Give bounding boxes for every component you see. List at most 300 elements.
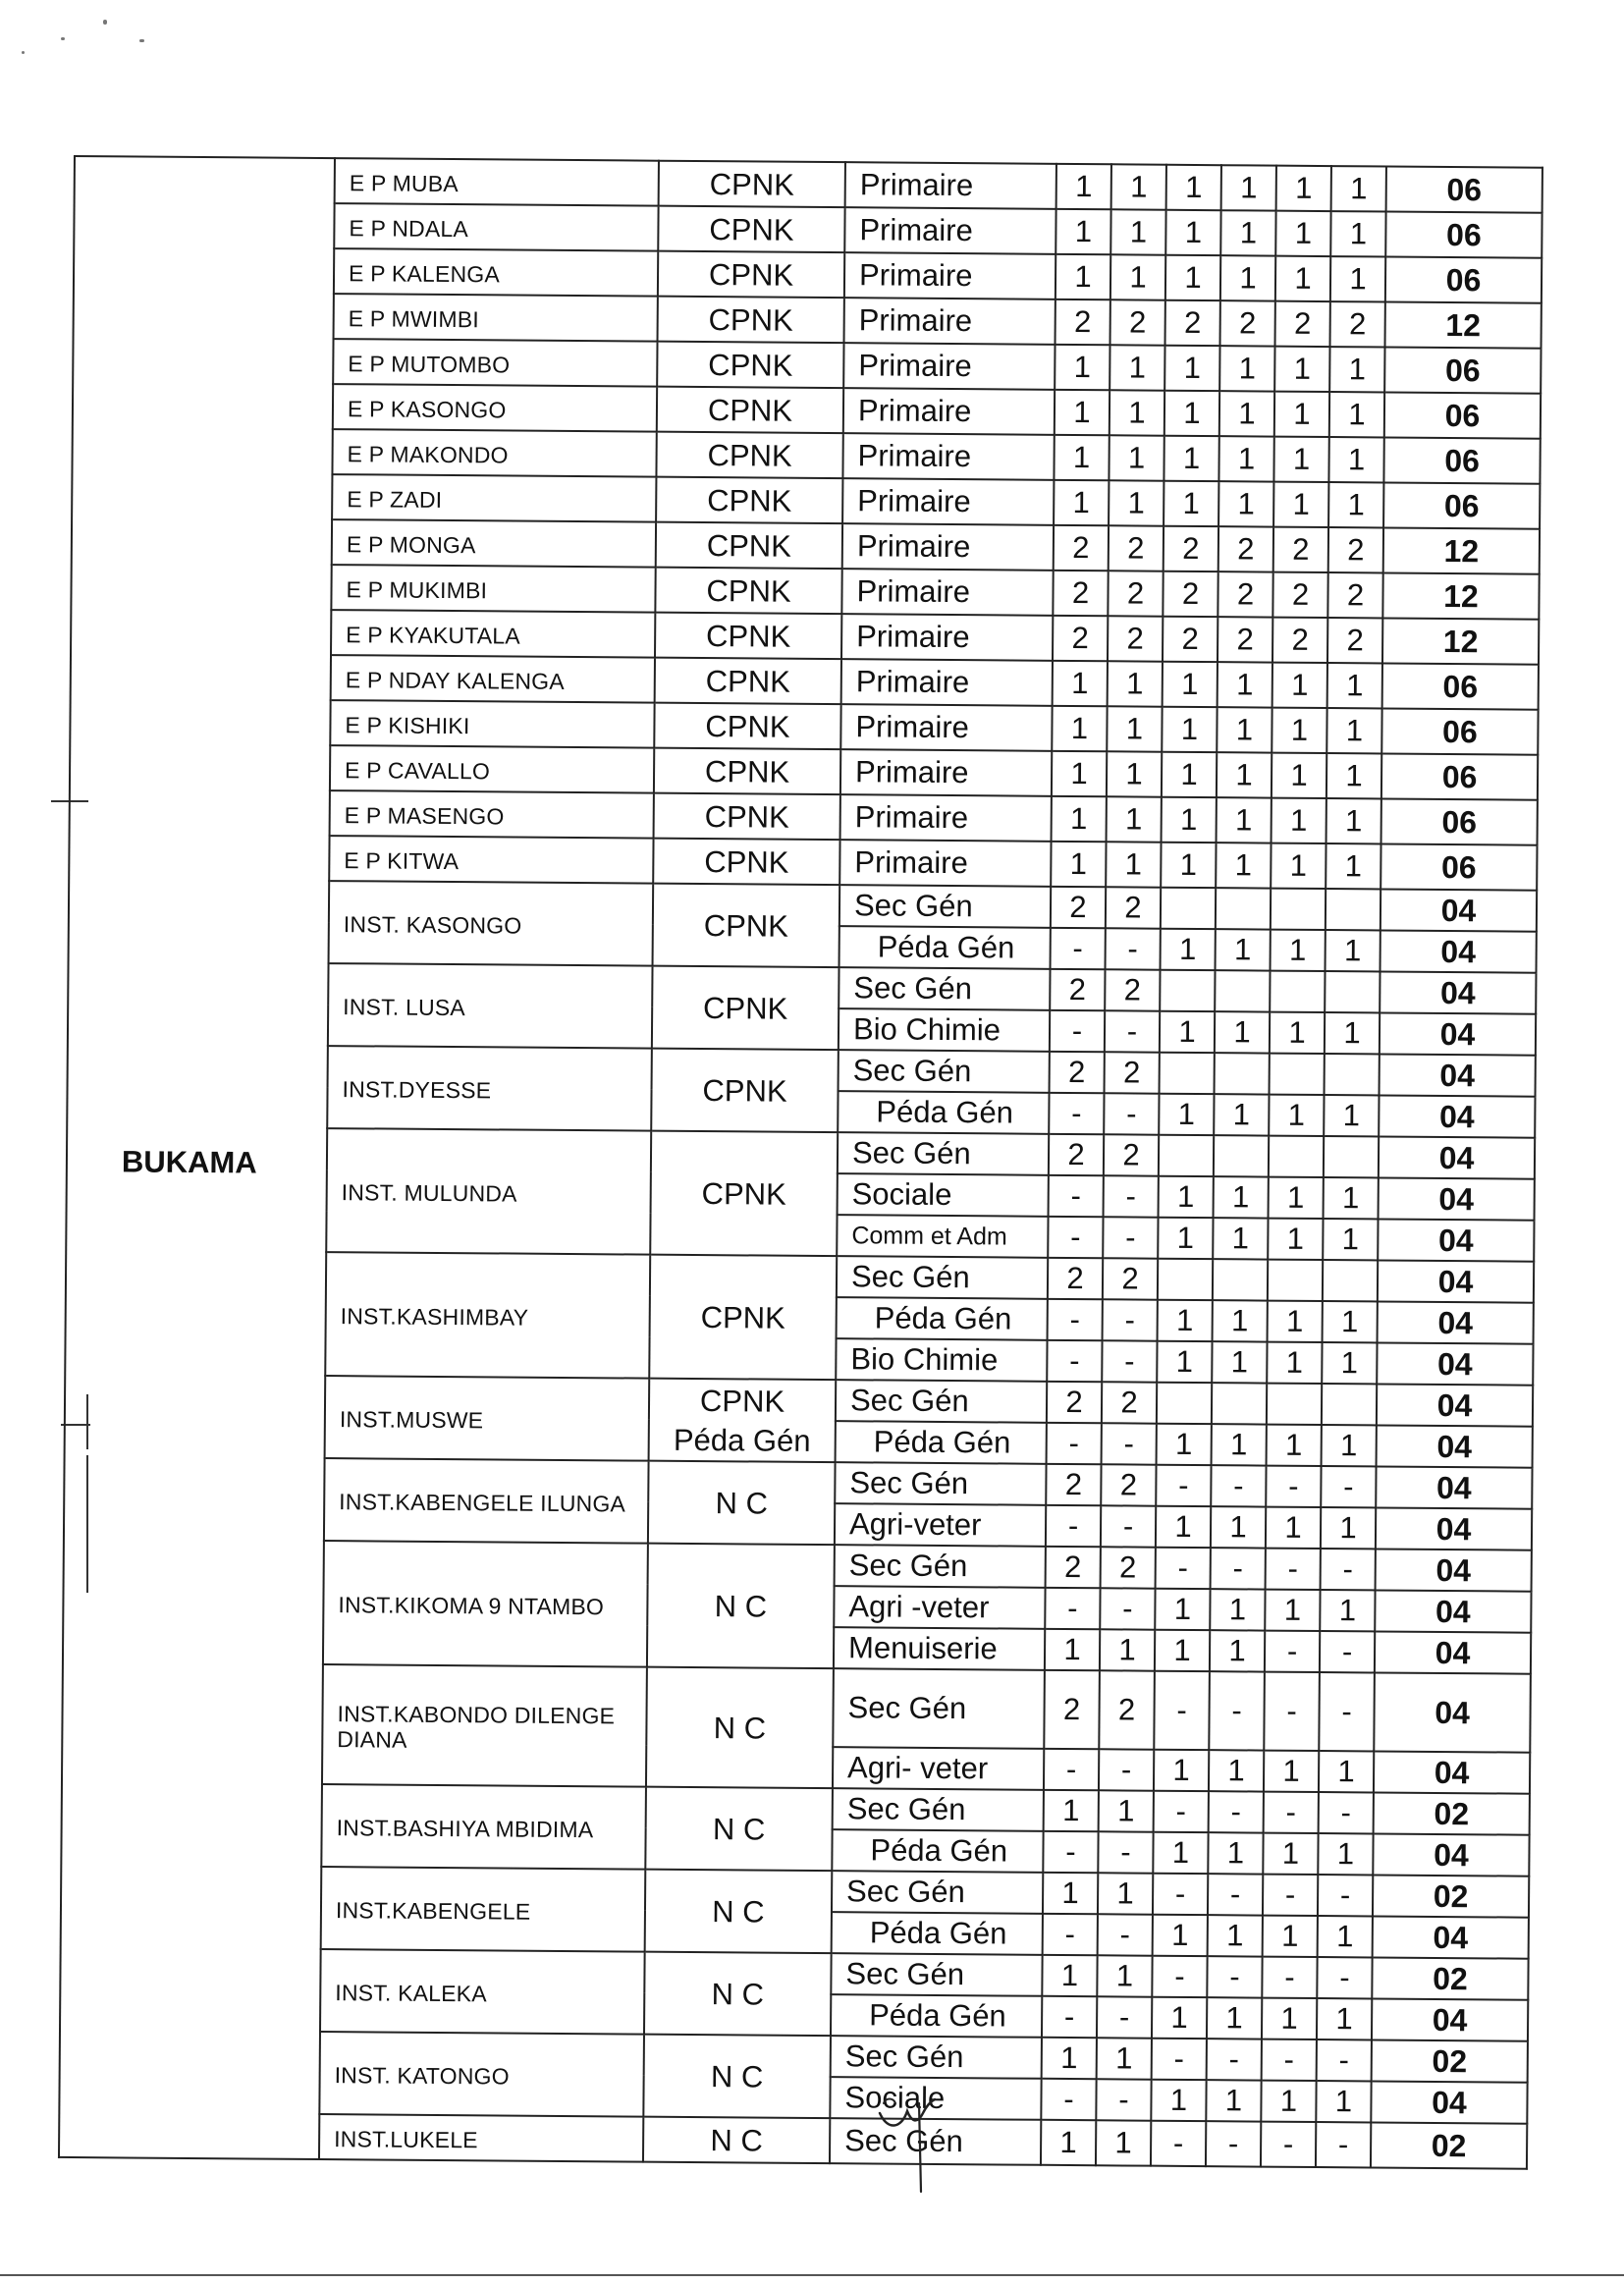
class-count-cell: 1 [1165, 210, 1220, 255]
class-count-cell: 1 [1322, 1342, 1377, 1384]
network-cell [658, 297, 844, 343]
allocation-table-body [59, 156, 1543, 2169]
section-cell: Primaire [845, 162, 1056, 209]
class-count-cell: 1 [1272, 753, 1326, 798]
network-cell [643, 2035, 831, 2118]
class-count-cell: - [1211, 1465, 1266, 1506]
class-count-cell: 2 [1103, 1258, 1158, 1299]
class-count-cell [1270, 1054, 1325, 1095]
class-count-cell: 1 [1316, 2081, 1371, 2122]
class-count-cell: 1 [1166, 165, 1221, 210]
class-count-cell: 1 [1271, 930, 1326, 971]
section-cell: Péda Gén [836, 1421, 1047, 1464]
class-count-cell [1157, 1383, 1212, 1424]
class-count-cell: 1 [1051, 842, 1106, 887]
school-name: INST. KASONGO [329, 881, 654, 966]
total-cell: 04 [1373, 1916, 1529, 1958]
total-cell: 06 [1381, 753, 1538, 799]
class-count-cell: - [1048, 1299, 1103, 1340]
class-count-cell: 1 [1273, 437, 1328, 482]
total-cell: 04 [1378, 1301, 1534, 1343]
section-cell: Sociale [838, 1173, 1049, 1217]
class-count-cell: 1 [1330, 256, 1385, 301]
class-count-cell: 1 [1320, 1590, 1375, 1631]
total-cell: 04 [1379, 1177, 1535, 1220]
section-cell: Primaire [839, 840, 1051, 887]
class-count-cell: 1 [1052, 796, 1107, 842]
class-count-cell: 2 [1163, 617, 1218, 662]
school-name: INST. MULUNDA [326, 1128, 651, 1255]
class-count-cell: - [1049, 1093, 1104, 1134]
network-label: CPNK [705, 664, 791, 699]
class-count-cell: 2 [1049, 1134, 1104, 1175]
network-label: N C [715, 1486, 769, 1521]
section-cell: Primaire [840, 704, 1052, 751]
class-count-cell: 1 [1151, 2080, 1206, 2121]
network-label: N C [711, 1977, 765, 2012]
class-count-cell: 1 [1274, 347, 1329, 392]
school-name: E P MUBA [335, 158, 659, 206]
school-name: INST.KABONDO DILENGE DIANA [322, 1664, 647, 1787]
total-cell: 04 [1377, 1342, 1533, 1385]
class-count-cell: 1 [1218, 481, 1273, 526]
network-label: N C [710, 2059, 764, 2094]
school-name: INST.KABENGELE ILUNGA [324, 1458, 649, 1544]
class-count-cell: 1 [1326, 798, 1381, 843]
network-cell [649, 1255, 837, 1380]
class-count-cell: 1 [1215, 1011, 1270, 1053]
class-count-cell: 1 [1327, 663, 1382, 708]
class-count-cell: 1 [1164, 391, 1219, 436]
class-count-cell: - [1152, 2039, 1207, 2080]
network-label: CPNK [704, 754, 790, 789]
school-name: INST. LUSA [328, 963, 653, 1049]
total-cell: 06 [1383, 482, 1540, 528]
class-count-cell: 2 [1218, 571, 1272, 617]
class-count-cell: 1 [1110, 390, 1164, 435]
section-cell: Péda Gén [832, 1912, 1043, 1955]
section-cell: Sec Gén [830, 2118, 1041, 2165]
total-cell: 04 [1376, 1466, 1532, 1508]
section-cell: Primaire [841, 659, 1053, 706]
network-cell [646, 1667, 834, 1788]
network-label: CPNK [702, 991, 788, 1026]
class-count-cell: - [1046, 1505, 1101, 1547]
class-count-cell: 2 [1275, 301, 1330, 347]
section-cell: Sec Gén [833, 1788, 1044, 1831]
class-count-cell: 1 [1219, 391, 1274, 436]
network-cell [644, 1952, 832, 2036]
section-cell: Primaire [843, 343, 1055, 390]
network-label: CPNK [706, 528, 792, 564]
class-count-cell: - [1152, 1956, 1207, 1997]
class-count-cell: 1 [1165, 255, 1220, 300]
class-count-cell: 1 [1267, 1342, 1322, 1384]
class-count-cell: - [1266, 1466, 1321, 1507]
class-count-cell: - [1154, 1671, 1210, 1750]
total-cell: 06 [1382, 663, 1539, 709]
allocation-table [58, 155, 1543, 2170]
class-count-cell: - [1266, 1549, 1321, 1590]
class-count-cell [1323, 1260, 1378, 1301]
total-cell: 06 [1380, 843, 1537, 890]
class-count-cell: 1 [1157, 1341, 1212, 1383]
class-count-cell [1326, 889, 1380, 930]
class-count-cell: 1 [1275, 211, 1330, 256]
class-count-cell: 2 [1044, 1670, 1100, 1749]
section-cell: Sec Gén [835, 1462, 1046, 1505]
total-cell: 04 [1379, 1136, 1535, 1178]
class-count-cell: 1 [1155, 1630, 1210, 1671]
school-name: INST. KATONGO [319, 2032, 644, 2117]
class-count-cell: 1 [1214, 1176, 1269, 1218]
class-count-cell: 1 [1162, 797, 1217, 843]
section-cell: Sec Gén [831, 2036, 1042, 2079]
network-label: N C [714, 1589, 768, 1624]
total-cell: 04 [1371, 2081, 1527, 2123]
network-label: CPNK [707, 483, 792, 518]
class-count-cell: - [1043, 1831, 1098, 1873]
class-count-cell: - [1209, 1791, 1264, 1832]
class-count-cell: 2 [1218, 617, 1272, 662]
class-count-cell: 1 [1218, 436, 1273, 481]
total-cell: 02 [1373, 1875, 1529, 1917]
school-name: INST. KALEKA [320, 1949, 645, 2035]
class-count-cell: 2 [1106, 887, 1161, 928]
class-count-cell: - [1096, 2079, 1151, 2120]
class-count-cell: 1 [1328, 482, 1383, 527]
school-name: INST.KABENGELE [321, 1867, 646, 1952]
network-cell [655, 613, 841, 659]
allocation-table-sheet [59, 155, 1542, 2163]
total-cell: 06 [1384, 347, 1541, 393]
class-count-cell: 1 [1106, 842, 1161, 887]
class-count-cell: 1 [1042, 2038, 1097, 2079]
network-label: CPNK [705, 619, 791, 654]
class-count-cell: 1 [1154, 1750, 1209, 1791]
network-label: CPNK [705, 709, 790, 744]
class-count-cell: 1 [1329, 347, 1384, 392]
class-count-cell: 1 [1107, 706, 1162, 751]
total-cell: 04 [1378, 1219, 1534, 1261]
class-count-cell: 2 [1272, 572, 1327, 618]
page-bottom-rule [0, 2274, 1624, 2276]
class-count-cell: - [1317, 1957, 1372, 1998]
school-name: E P KASONGO [333, 384, 657, 432]
total-cell: 12 [1385, 301, 1542, 348]
class-count-cell: 1 [1326, 843, 1380, 889]
class-count-cell: 1 [1217, 707, 1272, 752]
class-count-cell: 1 [1097, 1955, 1152, 1996]
class-count-cell: 1 [1276, 166, 1331, 211]
section-cell: Primaire [844, 298, 1056, 345]
class-count-cell: 1 [1220, 255, 1275, 300]
total-cell: 04 [1372, 1998, 1528, 2040]
total-cell: 04 [1376, 1549, 1532, 1591]
class-count-cell: 2 [1272, 618, 1327, 663]
total-cell: 02 [1372, 2039, 1528, 2082]
class-count-cell: - [1045, 1588, 1100, 1629]
network-label: CPNK [707, 393, 793, 428]
section-cell: Agri-veter [835, 1503, 1046, 1547]
class-count-cell: 1 [1318, 1833, 1373, 1875]
class-count-cell: 1 [1153, 1832, 1208, 1874]
section-cell: Sociale [830, 2077, 1041, 2120]
class-count-cell: 1 [1096, 2120, 1151, 2165]
class-count-cell: 1 [1221, 165, 1276, 210]
class-count-cell [1215, 1053, 1270, 1094]
class-count-cell: 1 [1275, 256, 1330, 301]
total-cell: 04 [1380, 1012, 1536, 1055]
network-cell [655, 658, 841, 704]
class-count-cell: 1 [1326, 930, 1380, 971]
signature-mark [874, 2092, 962, 2200]
class-count-cell: 2 [1046, 1547, 1101, 1588]
class-count-cell: 1 [1324, 1177, 1379, 1219]
network-label: CPNK [700, 1300, 785, 1335]
total-cell: 06 [1385, 211, 1542, 257]
network-cell [648, 1461, 836, 1545]
class-count-cell: 1 [1321, 1507, 1376, 1549]
total-cell: 04 [1373, 1833, 1529, 1876]
class-count-cell: 2 [1102, 1382, 1157, 1423]
class-count-cell: - [1103, 1217, 1158, 1258]
class-count-cell: 1 [1098, 1873, 1153, 1914]
class-count-cell: 1 [1052, 706, 1107, 751]
class-count-cell [1216, 888, 1271, 929]
network-label: N C [712, 1812, 766, 1847]
section-cell: Primaire [841, 614, 1053, 661]
total-cell: 02 [1372, 1957, 1528, 1999]
class-count-cell: - [1103, 1299, 1158, 1340]
class-count-cell: - [1048, 1217, 1103, 1258]
section-cell: Sec Gén [839, 1050, 1050, 1093]
network-label: CPNK [709, 167, 794, 202]
class-count-cell [1213, 1259, 1268, 1300]
class-count-cell: 1 [1110, 254, 1165, 299]
class-count-cell: 1 [1220, 210, 1275, 255]
class-count-cell: 2 [1327, 572, 1382, 618]
section-cell: Menuiserie [834, 1627, 1045, 1670]
network-cell [652, 966, 839, 1050]
class-count-cell: - [1320, 1631, 1375, 1672]
section-cell: Bio Chimie [839, 1008, 1050, 1052]
class-count-cell: 1 [1164, 346, 1219, 391]
class-count-cell: - [1263, 1875, 1318, 1916]
network-label-extra: Péda Gén [673, 1422, 811, 1458]
class-count-cell: - [1098, 1831, 1153, 1873]
class-count-cell: 1 [1209, 1750, 1264, 1791]
class-count-cell: 1 [1329, 392, 1384, 437]
network-label: CPNK [699, 1384, 785, 1419]
network-label: CPNK [704, 799, 789, 835]
total-cell: 04 [1374, 1751, 1530, 1793]
class-count-cell: 2 [1054, 525, 1109, 571]
class-count-cell: 1 [1152, 1997, 1207, 2039]
class-count-cell: 1 [1218, 662, 1272, 707]
class-count-cell: - [1154, 1791, 1209, 1832]
class-count-cell: 1 [1214, 1094, 1269, 1135]
section-cell: Primaire [844, 252, 1056, 299]
network-label: CPNK [704, 844, 789, 880]
class-count-cell: 2 [1050, 969, 1105, 1010]
section-cell: Bio Chimie [836, 1338, 1047, 1382]
total-cell: 12 [1382, 618, 1539, 664]
class-count-cell: 1 [1208, 1832, 1263, 1874]
network-cell [643, 2117, 830, 2163]
class-count-cell: 2 [1330, 301, 1385, 347]
network-cell [658, 206, 844, 252]
class-count-cell: 2 [1327, 618, 1382, 663]
class-count-cell: 1 [1272, 708, 1326, 753]
class-count-cell: 1 [1265, 1590, 1320, 1631]
class-count-cell [1268, 1260, 1323, 1301]
class-count-cell: 1 [1159, 1176, 1214, 1218]
class-count-cell: 2 [1099, 1670, 1155, 1749]
class-count-cell: 1 [1212, 1424, 1267, 1465]
class-count-cell: 1 [1056, 254, 1110, 299]
class-count-cell: 1 [1163, 662, 1218, 707]
section-cell: Agri- veter [833, 1747, 1044, 1790]
class-count-cell: 1 [1213, 1218, 1268, 1259]
class-count-cell: - [1207, 1956, 1262, 1997]
section-cell: Primaire [840, 794, 1052, 842]
section-cell: Sec Gén [839, 885, 1051, 928]
class-count-cell: 1 [1208, 1915, 1263, 1956]
class-count-cell: 1 [1109, 480, 1164, 525]
section-cell: Primaire [842, 433, 1054, 480]
total-cell: 04 [1377, 1384, 1533, 1426]
class-count-cell: 1 [1153, 1915, 1208, 1956]
section-cell: Sec Gén [833, 1668, 1045, 1749]
total-cell: 04 [1374, 1672, 1531, 1752]
total-cell: 06 [1383, 437, 1540, 483]
section-cell: Sec Gén [837, 1256, 1048, 1299]
class-count-cell: - [1102, 1340, 1157, 1382]
total-cell: 06 [1384, 392, 1541, 438]
class-count-cell: 1 [1045, 1629, 1100, 1670]
class-count-cell [1269, 1136, 1324, 1177]
section-cell: Primaire [842, 478, 1054, 525]
network-cell [650, 1131, 838, 1256]
school-name: E P MONGA [332, 519, 656, 568]
class-count-cell: 1 [1217, 752, 1272, 797]
class-count-cell: 1 [1056, 164, 1111, 209]
class-count-cell: 1 [1109, 435, 1164, 480]
class-count-cell: - [1041, 2079, 1096, 2120]
class-count-cell: - [1106, 928, 1161, 969]
section-cell: Péda Gén [831, 1994, 1042, 2038]
class-count-cell: 1 [1054, 480, 1109, 525]
school-name: INST.LUKELE [319, 2114, 643, 2162]
class-count-cell: 2 [1105, 1052, 1160, 1093]
class-count-cell: 1 [1269, 1095, 1324, 1136]
class-count-cell: 1 [1110, 345, 1164, 390]
class-count-cell: - [1206, 2121, 1261, 2166]
total-cell: 04 [1379, 1095, 1535, 1137]
class-count-cell: - [1209, 1671, 1265, 1750]
class-count-cell: 1 [1323, 1219, 1378, 1260]
class-count-cell: - [1043, 1914, 1098, 1955]
class-count-cell: 1 [1272, 663, 1327, 708]
class-count-cell: - [1105, 1010, 1160, 1052]
class-count-cell: 1 [1100, 1629, 1155, 1670]
network-cell [653, 839, 839, 885]
network-label: CPNK [703, 908, 789, 944]
class-count-cell: 1 [1055, 390, 1110, 435]
network-cell [647, 1544, 835, 1668]
class-count-cell: 1 [1044, 1790, 1099, 1831]
class-count-cell: - [1153, 1874, 1208, 1915]
class-count-cell: - [1318, 1875, 1373, 1916]
school-name: INST.MUSWE [325, 1376, 650, 1461]
class-count-cell: 1 [1263, 1916, 1318, 1957]
class-count-cell: 1 [1318, 1916, 1373, 1957]
class-count-cell [1159, 1135, 1214, 1176]
network-cell [659, 161, 845, 207]
class-count-cell: 1 [1323, 1301, 1378, 1342]
total-cell: 04 [1377, 1425, 1533, 1467]
class-count-cell: 1 [1110, 209, 1165, 254]
class-count-cell: 1 [1330, 211, 1385, 256]
class-count-cell: - [1051, 928, 1106, 969]
network-label: CPNK [706, 573, 791, 609]
class-count-cell [1158, 1259, 1213, 1300]
class-count-cell: 1 [1268, 1301, 1323, 1342]
class-count-cell: - [1319, 1792, 1374, 1833]
network-cell [655, 568, 841, 614]
class-count-cell: 1 [1055, 345, 1110, 390]
class-count-cell: 2 [1108, 571, 1163, 616]
class-count-cell [1267, 1384, 1322, 1425]
class-count-cell: 1 [1108, 661, 1163, 706]
district-name: BUKAMA [59, 156, 335, 2159]
class-count-cell: 2 [1101, 1547, 1156, 1588]
school-name: E P ZADI [332, 474, 656, 522]
class-count-cell: 2 [1108, 616, 1163, 661]
class-count-cell: 1 [1219, 346, 1274, 391]
class-count-cell: - [1097, 1996, 1152, 2038]
total-cell: 02 [1371, 2122, 1527, 2168]
class-count-cell: - [1262, 1957, 1317, 1998]
total-cell: 04 [1376, 1507, 1532, 1550]
class-count-cell: 1 [1326, 708, 1381, 753]
total-cell: 12 [1382, 572, 1539, 619]
class-count-cell: 1 [1161, 929, 1216, 970]
class-count-cell: 1 [1210, 1630, 1265, 1671]
class-count-cell: - [1156, 1548, 1211, 1589]
class-count-cell: 1 [1155, 1589, 1210, 1630]
class-count-cell: 1 [1162, 752, 1217, 797]
school-name: E P MUTOMBO [333, 339, 657, 387]
class-count-cell: 1 [1041, 2120, 1096, 2165]
class-count-cell: 1 [1164, 436, 1218, 481]
network-label: CPNK [708, 348, 793, 383]
class-count-cell [1215, 970, 1270, 1011]
network-cell [656, 477, 842, 523]
section-cell: Agri -veter [834, 1586, 1045, 1629]
class-count-cell: - [1047, 1423, 1102, 1464]
class-count-cell: 2 [1051, 887, 1106, 928]
class-count-cell: - [1316, 2122, 1371, 2167]
school-name: E P MUKIMBI [331, 565, 655, 613]
school-name: E P NDAY KALENGA [331, 655, 655, 703]
class-count-cell: 2 [1047, 1382, 1102, 1423]
section-cell: Péda Gén [839, 926, 1051, 969]
class-count-cell: 2 [1110, 299, 1165, 345]
network-cell [657, 342, 843, 388]
class-count-cell: 1 [1054, 435, 1109, 480]
